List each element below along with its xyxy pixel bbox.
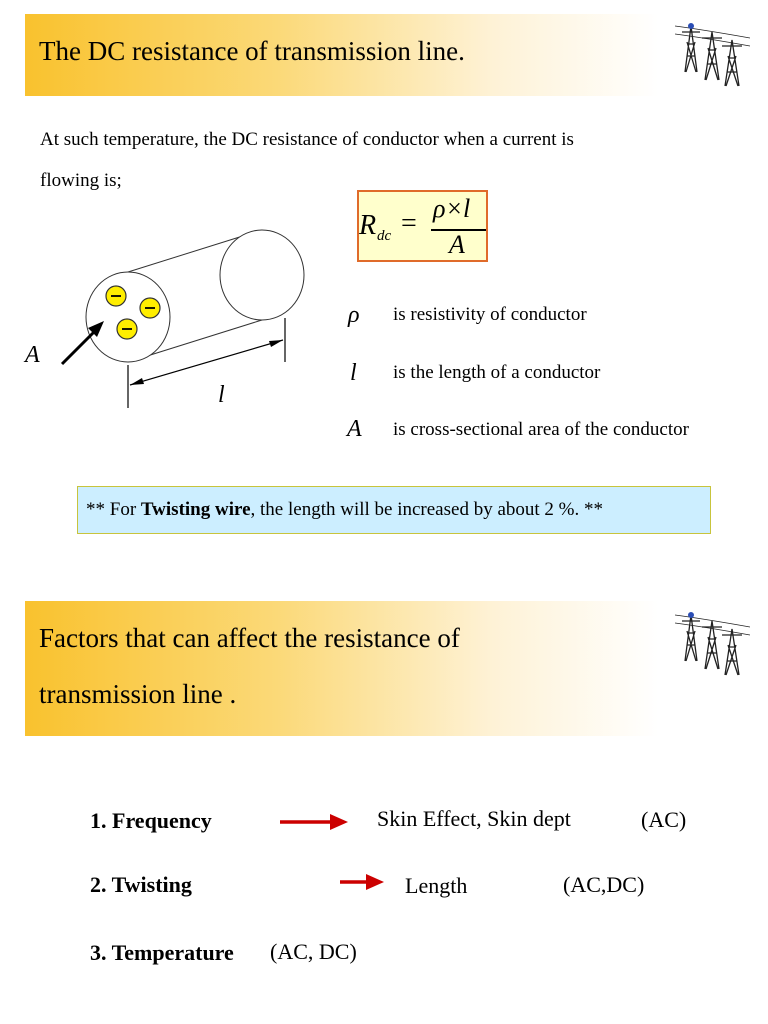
note-suffix: , the length will be increased by about 2 %. ** xyxy=(250,499,603,520)
factor-1-result: Skin Effect, Skin dept xyxy=(377,806,571,831)
formula-denominator: A xyxy=(449,230,465,259)
definition-text-a: is cross-sectional area of the conductor xyxy=(393,419,689,440)
twisting-wire-note xyxy=(77,486,711,534)
note-prefix: ** For xyxy=(86,499,141,520)
definition-symbol-rho: ρ xyxy=(348,302,360,328)
slide2-title-line-2: transmission line . xyxy=(39,679,237,709)
definition-text-l: is the length of a conductor xyxy=(393,362,601,383)
formula-numerator: ρ×l xyxy=(433,194,471,223)
resistance-formula-box xyxy=(357,190,488,262)
intro-line-1: At such temperature, the DC resistance of conductor when a current is xyxy=(40,129,574,150)
slide1-title: The DC resistance of transmission line. xyxy=(39,36,465,66)
definition-symbol-l: l xyxy=(350,360,357,386)
factor-2-result: Length xyxy=(405,873,468,898)
diagram-area-label: A xyxy=(25,342,40,368)
factor-3-label: 3. Temperature xyxy=(90,940,234,965)
conductor-diagram xyxy=(0,220,320,420)
slide1-title-banner xyxy=(25,14,745,96)
transmission-tower-icon xyxy=(675,12,750,87)
factor-1-label: 1. Frequency xyxy=(90,808,212,833)
slide2-title-line-1: Factors that can affect the resistance of xyxy=(39,623,460,653)
formula-equals: = xyxy=(401,208,417,239)
formula-lhs: R xyxy=(359,210,377,241)
electron-1 xyxy=(106,286,126,306)
electron-3 xyxy=(117,319,137,339)
diagram-length-label: l xyxy=(218,382,225,408)
transmission-tower-icon xyxy=(675,601,750,676)
arrow-right-icon xyxy=(340,872,384,892)
definition-symbol-a: A xyxy=(347,416,362,442)
arrow-right-icon xyxy=(280,812,348,832)
factor-2-applies: (AC,DC) xyxy=(563,872,645,897)
slide2-title-banner xyxy=(25,601,745,736)
formula-lhs-subscript: dc xyxy=(377,228,392,244)
factor-1-applies: (AC) xyxy=(641,807,687,832)
electron-2 xyxy=(140,298,160,318)
note-bold: Twisting wire xyxy=(140,499,251,520)
definition-text-rho: is resistivity of conductor xyxy=(393,304,587,325)
factor-3-applies: (AC, DC) xyxy=(270,939,357,964)
intro-line-2: flowing is; xyxy=(40,170,122,191)
factor-2-label: 2. Twisting xyxy=(90,872,192,897)
